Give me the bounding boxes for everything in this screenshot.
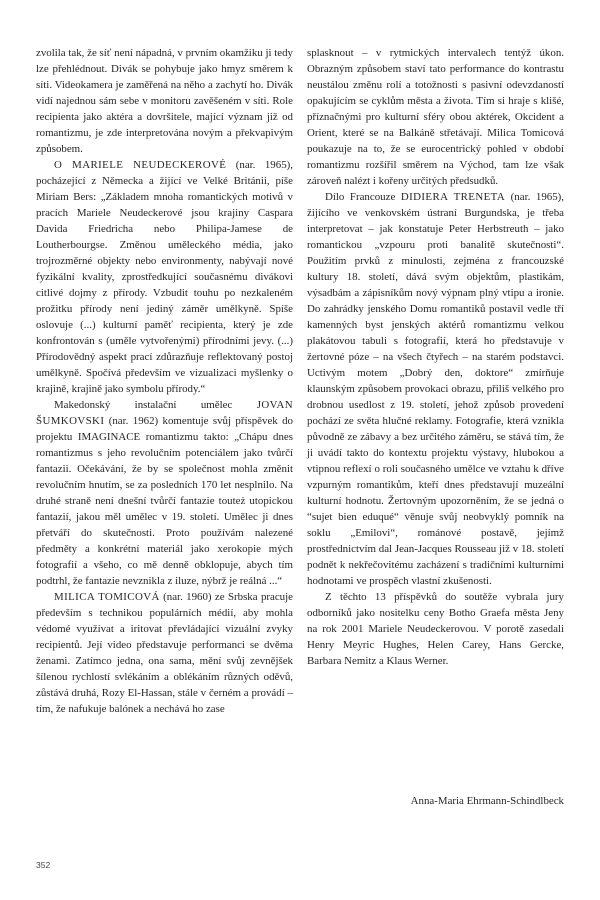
paragraph-lead: Makedonský instalační umělec (54, 399, 257, 411)
paragraph-text: (nar. 1962) komentuje svůj příspěvek do projektu IMAGINACE romantizmu takto: „Chápu dnes romantizmus s jeho revolučním potenciálem jako tvůrčí fantazii. Očekávání, že by se společnost mohla změnit revolučním hnutím, se za posledních 170 let nesplnilo. Na druhé straně není dnešní tvůrčí fantazie touteż utopickou fantazií, jakou měl umělec v 19. století. Umělec ji dnes přetváří do skutečnosti. Proto používám nalezené předměty a konkrétní materiál jako xerokopie mých fotografií a všeho, co mě denně obklopuje, abych tím podtrhl, že fantazie nevznikla z iluze, nýbrž je reálná ...“ (36, 415, 293, 587)
left-column (36, 45, 293, 717)
paragraph-text: (nar. 1965), pocházející z Německa a žijící ve Velké Británii, píše Miriam Bers: „Základem mnoha romantických motivů v pracích Mariele Neudeckerové jsou krajiny Caspara Davida Friedricha nebo Philipa-Jamese de Loutherbourgse. Změnou uměleckého média, jako trojrozměrné objekty nebo environmenty, nabývají nové fyzikální kvality, zprostředkující současnému divákovi citlivé dojmy z přírody. Vzbudit touhu po nezkaleném prožitku přírody není jediný záměr umělkyně. Spíše oslovuje (...) kulturní paměť recipienta, který je zde konfrontován s (uměle vytvořenými) přírodními jevy. (...) Přírodovědný aspekt prací zdůrazňuje reflektovaný postoj umělkyně. Spočívá především ve vizualizaci myšlenky o krajině, krajině jako symbolu přírody.“ (36, 159, 293, 395)
paragraph-lead: Dílo Francouze (325, 191, 401, 203)
paragraph: Z těchto 13 příspěvků do soutěže vybrala jury odborníků jako nositelku ceny Botho Graefa města Jeny na rok 2001 Mariele Neudeckerovou. V porotě zasedali Henry Meyric Hughes, Helen Carey, Hans Gercke, Barbara Nemitz a Klaus Werner. (307, 591, 564, 667)
paragraph (36, 397, 293, 589)
paragraph-text: (nar. 1965), žijícího ve venkovském ústraní Burgundska, je třeba interpretovat – jak konstatuje Peter Herbstreuth – jako romantickou „vzpouru proti banalitě skutečnosti“. Použitím prvků z minulosti, zejména z francouzské kultury 18. století, dává svým objektům, plastikám, výsadbám a zápisníkům nový výpnam plný vtipu a ironie. Do zahrádky jenského Domu romantiků postavil vedle tří kamenných byst jenských aktérů romantizmu velkou plakátovou tabuli s fotografií, která ho představuje v žertovné póze – na všech čtyřech – na starém podstavci. Uctivým motem „Dobrý den, doktore“ zmírňuje klaunským způsobem provokaci obrazu, přiliš velkého pro drobnou usedlost z 19. století, jehož způsob provedení pochází ze světa hlučné reklamy. Fotografie, která vznikla původně ze zábavy a bez určitého záměru, se stává tím, že ji uvádí takto do kontextu projektu výstavy, hlubokou a vtipnou reflexí o roli současného umělce ve vztahu k dříve vzpurným romantikům, kteří dnes představují muzeální kulturní hodnotu. Žertovným upozorněním, že se jedná o “sujet bien eduqué“ věnuje svůj neobvyklý pomník na soklu „Emilovi“, románové postavě, jejímž prostřednictvím dal Jean-Jacques Rousseau již v 18. století podnět k nekřečovitému zacházení s tradičními kulturními hodnotami ve prospěch vlastní zkušenosti. (307, 191, 565, 587)
paragraph (36, 157, 293, 397)
paragraph-text: (nar. 1960) ze Srbska pracuje především s technikou populárních médií, aby mohla védomé využívat a iritovat převládající vizuální zvyky recipientů. Její video představuje performanci se dvěma ženami. Zatímco jedna, ona sama, mění svůj zevnějšek šílenou rychlostí svlékáním a oblékáním různých oděvů, zůstává druhá, Rozy El-Hassan, stále v černém a provádí – tím, že nafukuje balónek a nechává ho zase (36, 591, 293, 715)
page-number: 352 (36, 860, 51, 870)
right-column (307, 45, 564, 669)
paragraph: zvolila tak, že síť není nápadná, v prvním okamžiku ji tedy lze přehlédnout. Divák se pohybuje jako hmyz směrem k síti. Videokamera je zaměřená na něho a zachytí ho. Divák vidí najednou sám sebe v monitoru zavěšeném v síti. Role recipienta jako aktéra a dovršitele, mající význam již od romantizmu, je zde interpretována novým a překvapivým způsobem. (36, 47, 293, 155)
artist-name: DIDIERA TRENETA (400, 191, 506, 203)
artist-name: MILICA TOMICOVÁ (54, 591, 160, 603)
author-signature: Anna-Maria Ehrmann-Schindlbeck (410, 795, 564, 807)
paragraph (307, 189, 564, 589)
artist-name: JOVAN ŠUMKOVSKI (36, 399, 293, 427)
paragraph: splasknout – v rytmických intervalech tentýž úkon. Obrazným způsobem staví tato performance do kontrastu neustálou změnu rolí a totožnosti s pasivní odevzdaností opakujícím se cyklům města a života. Tím si hraje s klišé, příznačnými pro kulturní sféry obou aktérek, Okcident a Orient, které se na Balkáně střetávají. Milica Tomicová poukazuje na to, že se eurocentrický pohled v období romantizmu rozšířil směrem na Východ, tam lze však zároveň nalézt i kořeny určitých předsudků. (307, 47, 564, 187)
artist-name: O MARIELE NEUDECKEROVÉ (54, 159, 227, 171)
paragraph (36, 589, 293, 717)
